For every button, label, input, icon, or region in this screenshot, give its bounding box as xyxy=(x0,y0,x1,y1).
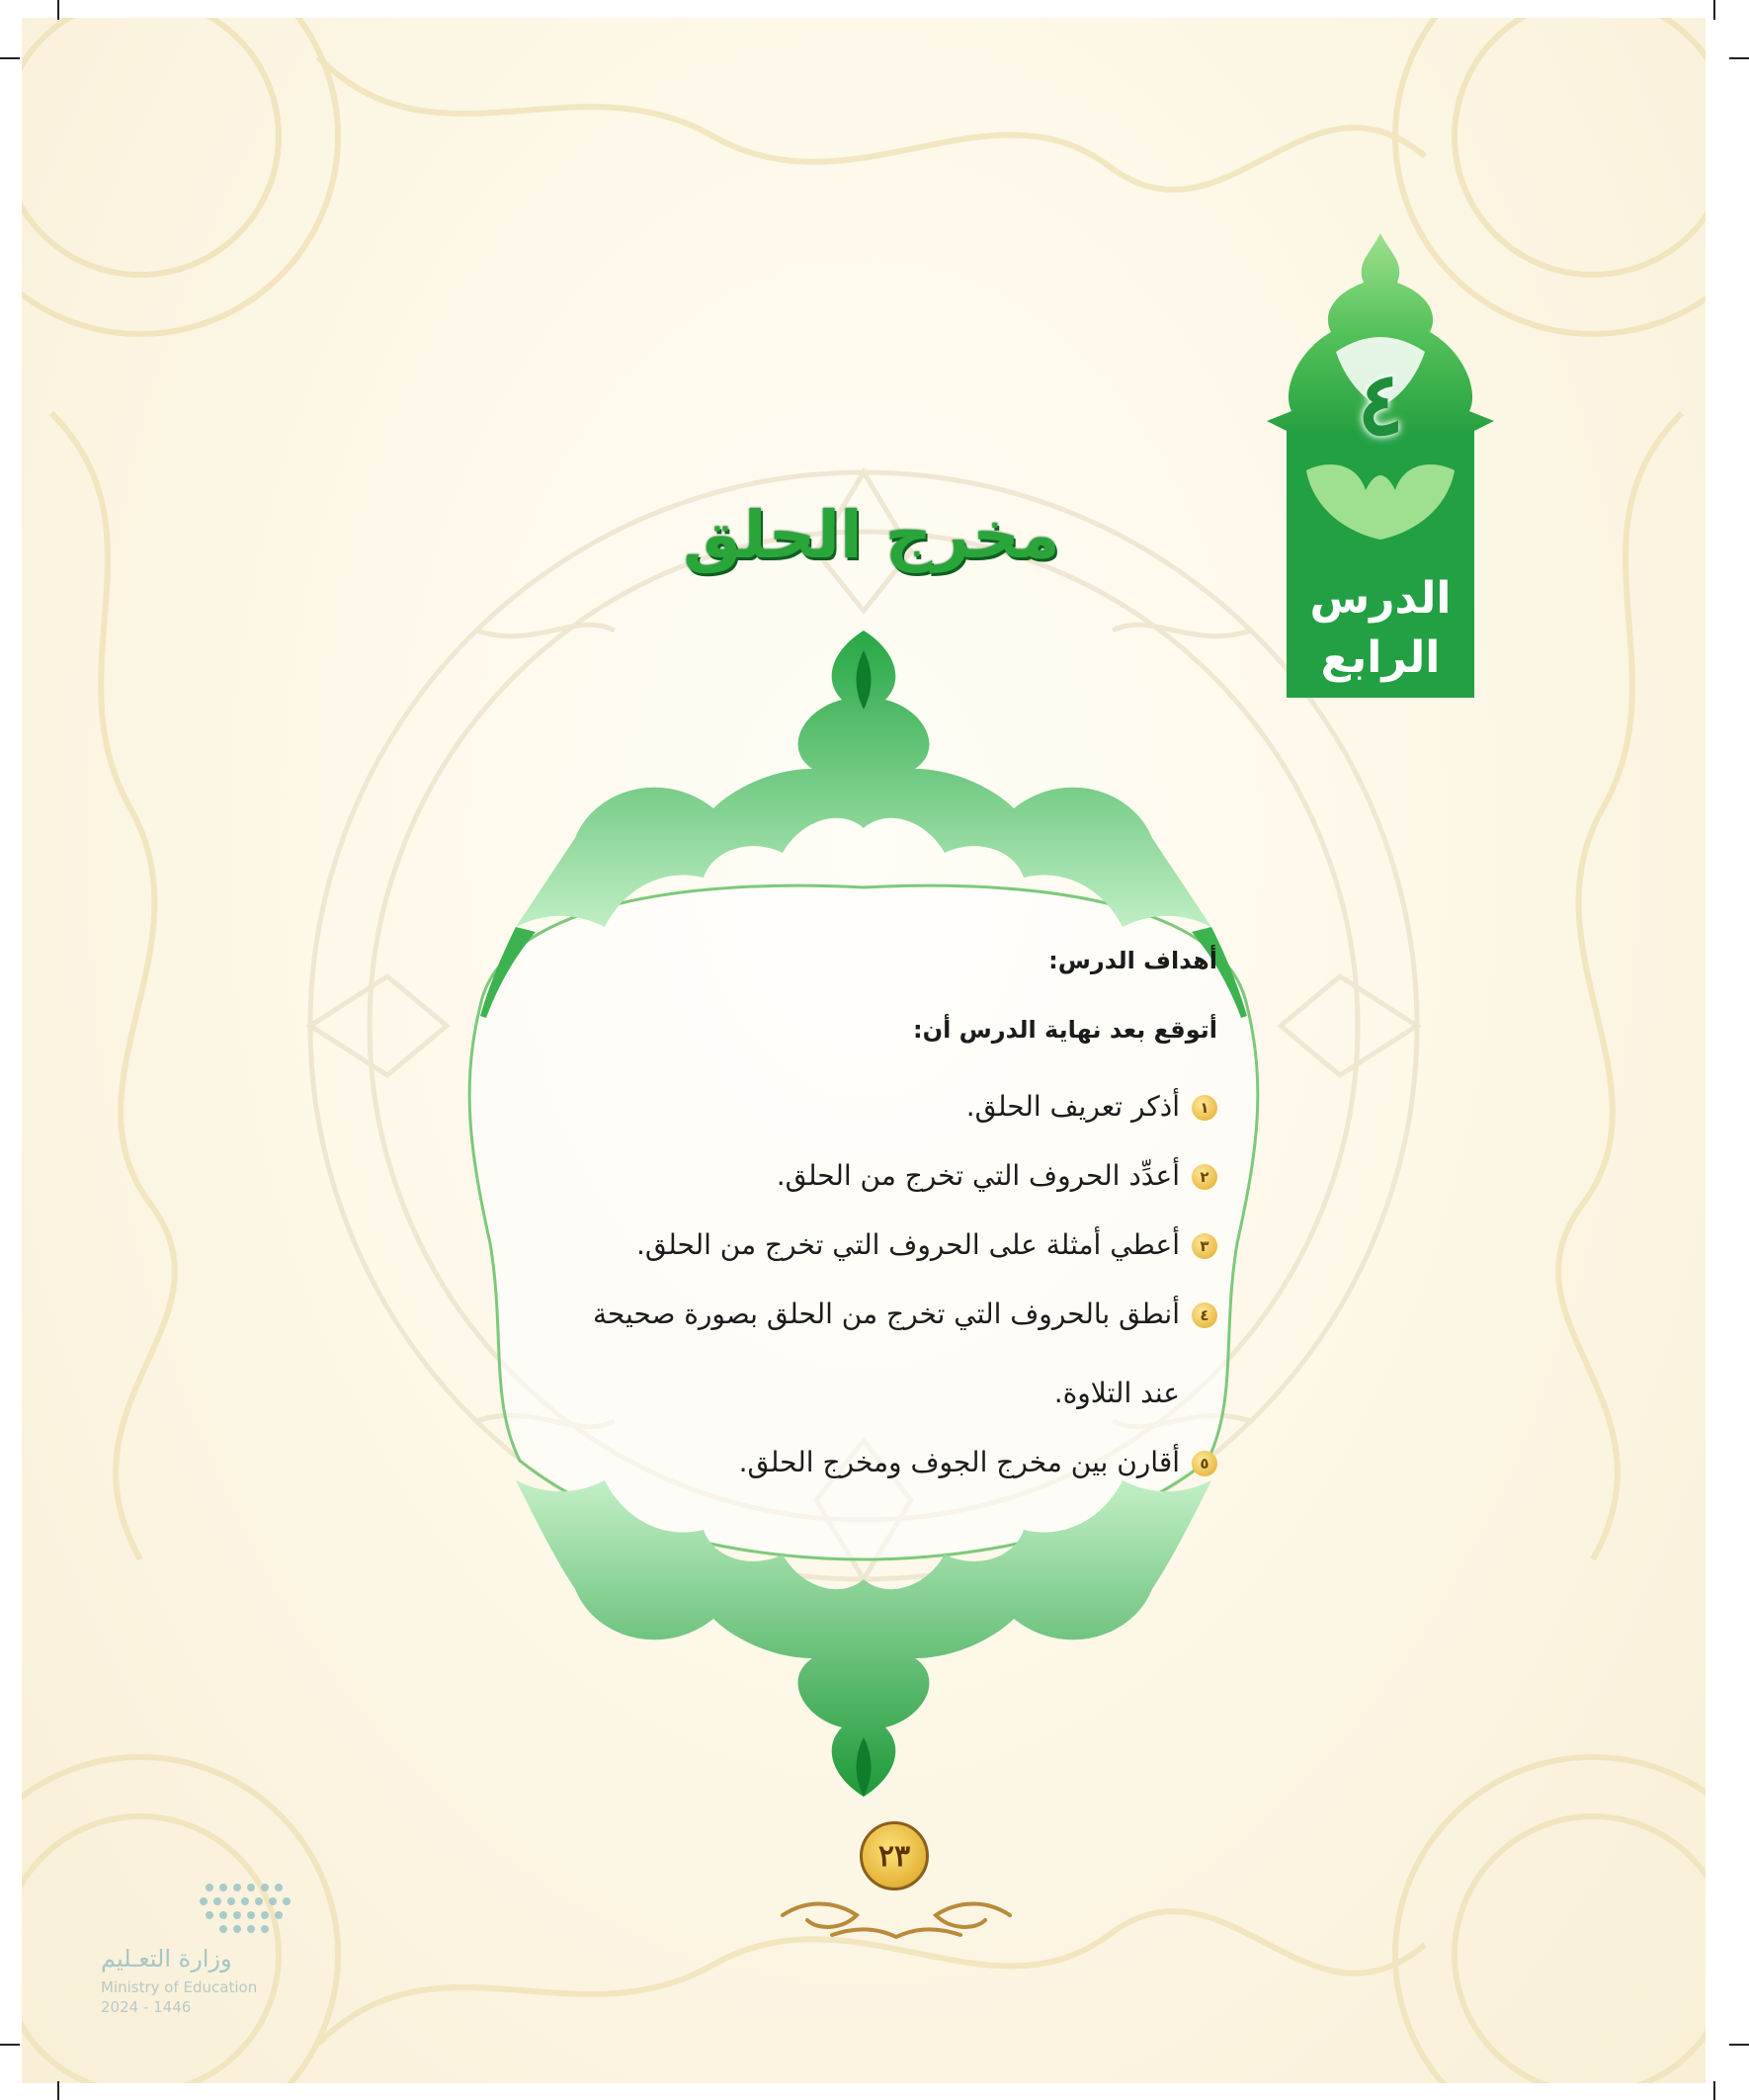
page-number: ٢٣ xyxy=(860,1821,929,1890)
crop-mark xyxy=(0,57,20,59)
objective-text: أنطق بالحروف التي تخرج من الحلق بصورة صحيحة xyxy=(592,1298,1180,1330)
objective-text: أقارن بين مخرج الجوف ومخرج الحلق. xyxy=(738,1446,1180,1478)
lesson-label-line1: الدرس xyxy=(1309,573,1452,624)
lesson-number: ٤ xyxy=(1357,352,1404,455)
objective-number-badge: ٢ xyxy=(1192,1164,1217,1190)
lesson-label-line2: الرابع xyxy=(1320,632,1441,683)
objective-continuation: عند التلاوة. xyxy=(1053,1377,1180,1409)
crop-mark xyxy=(57,0,59,20)
objective-item xyxy=(966,1090,1217,1123)
ministry-dots-icon xyxy=(101,1876,298,1935)
objective-item xyxy=(593,1298,1217,1330)
objectives-intro: أتوقع بعد نهاية الدرس أن: xyxy=(912,1016,1217,1044)
objective-number-badge: ٥ xyxy=(1192,1451,1217,1476)
objective-text: أعطي أمثلة على الحروف التي تخرج من الحلق. xyxy=(635,1228,1180,1261)
objective-number-badge: ١ xyxy=(1192,1095,1217,1121)
crop-mark xyxy=(57,2081,59,2100)
objective-text: أذكر تعريف الحلق. xyxy=(965,1090,1180,1123)
crop-mark xyxy=(1729,57,1749,59)
ministry-name-english: Ministry of Education xyxy=(101,1978,258,1996)
crop-mark xyxy=(1713,2081,1715,2100)
objective-item xyxy=(739,1446,1217,1478)
ministry-logo xyxy=(101,1876,298,2016)
objectives-heading: أهداف الدرس: xyxy=(1048,947,1217,974)
page-title: مخرج الحلق xyxy=(683,497,1060,573)
lesson-badge xyxy=(1267,233,1494,708)
objective-text: أعدِّد الحروف التي تخرج من الحلق. xyxy=(776,1159,1180,1192)
page xyxy=(22,18,1706,2083)
crop-mark xyxy=(0,2044,20,2046)
ministry-year: 2024 - 1446 xyxy=(101,1998,192,2016)
crop-mark xyxy=(1713,0,1715,20)
objective-item xyxy=(636,1228,1217,1261)
lesson-label xyxy=(1289,569,1472,688)
objective-number-badge: ٣ xyxy=(1192,1233,1217,1259)
crop-mark xyxy=(1729,2044,1749,2046)
objective-number-badge: ٤ xyxy=(1192,1302,1217,1328)
objective-item xyxy=(777,1159,1217,1192)
ministry-name-arabic: وزارة التعـليم xyxy=(101,1945,232,1973)
